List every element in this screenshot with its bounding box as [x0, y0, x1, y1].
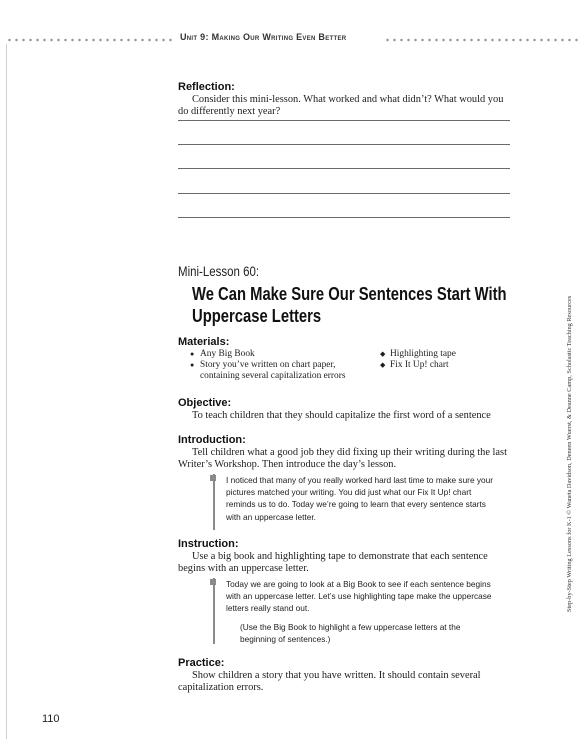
- header-dot-rule-left: [6, 38, 172, 42]
- mini-lesson-title-line1: We Can Make Sure Our Sentences Start With: [192, 283, 507, 304]
- practice-heading: Practice:: [178, 657, 225, 669]
- page-margin-rule: [6, 44, 7, 739]
- writing-line: [178, 193, 510, 194]
- mini-lesson-title: [192, 283, 512, 327]
- instruction-teacher-script: [213, 578, 496, 644]
- objective-heading: Objective:: [178, 397, 232, 409]
- practice-text: Show children a story that you have written. It should contain several capitalization errors.: [178, 670, 481, 693]
- reflection-writing-lines: [178, 120, 510, 241]
- side-copyright-credit: Step-by-Step Writing Lessons for K-1 © Waneta Davidson, Deneen Wuerst, & Deanne Camp, Scholastic Teaching Resources: [566, 295, 573, 612]
- materials-item: ◆ Fix It Up! chart: [380, 360, 449, 370]
- objective-text: To teach children that they should capitalize the first word of a sentence: [192, 410, 491, 421]
- materials-heading: Materials:: [178, 336, 230, 348]
- reflection-text: [178, 94, 514, 118]
- bullet-icon: ●: [190, 361, 195, 369]
- mini-lesson-title-line2: Uppercase Letters: [192, 305, 322, 326]
- mini-lesson-label: Mini-Lesson 60:: [178, 263, 260, 279]
- materials-column-right: [380, 349, 456, 371]
- instruction-quote-text: Today we are going to look at a Big Book to see if each sentence begins with an uppercase letter. Let’s use highlighting tape make the uppercase letters really stand out.: [226, 579, 492, 614]
- unit-title: Unit 9: Making Our Writing Even Better: [180, 32, 347, 42]
- introduction-teacher-script: [213, 474, 496, 530]
- instruction-quote-note: (Use the Big Book to highlight a few uppercase letters at the beginning of sentences.): [240, 621, 461, 644]
- instruction-text: Use a big book and highlighting tape to demonstrate that each sentence begins with an uppercase letter.: [178, 551, 488, 574]
- script-marker-icon: [210, 475, 216, 481]
- materials-column-left: [190, 349, 346, 382]
- materials-item: ● Any Big Book: [190, 349, 255, 359]
- script-marker-icon: [210, 579, 216, 585]
- materials-item: ● Story you’ve written on chart paper,: [190, 360, 336, 370]
- introduction-quote-text: I noticed that many of you really worked hard last time to make sure your pictures matched your writing. You did just what our Fix It Up! chart reminds us to do. Today we’re going to learn that every sentence starts with an uppercase letter.: [226, 475, 494, 522]
- page-number: 110: [42, 713, 60, 725]
- header-dot-rule-right: [384, 38, 582, 42]
- materials-item-continued: containing several capitalization errors: [200, 371, 346, 381]
- bullet-icon: ●: [190, 350, 195, 358]
- introduction-heading: Introduction:: [178, 434, 246, 446]
- instruction-heading: Instruction:: [178, 538, 239, 550]
- writing-line: [178, 217, 510, 218]
- bullet-icon: ◆: [380, 350, 386, 358]
- writing-line: [178, 168, 510, 169]
- reflection-heading: Reflection:: [178, 81, 235, 93]
- writing-line: [178, 120, 510, 121]
- writing-line: [178, 144, 510, 145]
- reflection-text-content: Consider this mini-lesson. What worked and what didn’t? What would you do differently next year?: [178, 94, 504, 117]
- materials-item: ◆ Highlighting tape: [380, 349, 456, 359]
- bullet-icon: ◆: [380, 361, 386, 369]
- introduction-text: Tell children what a good job they did fixing up their writing during the last Writer’s Workshop. Then introduce the day’s lesson.: [178, 447, 507, 470]
